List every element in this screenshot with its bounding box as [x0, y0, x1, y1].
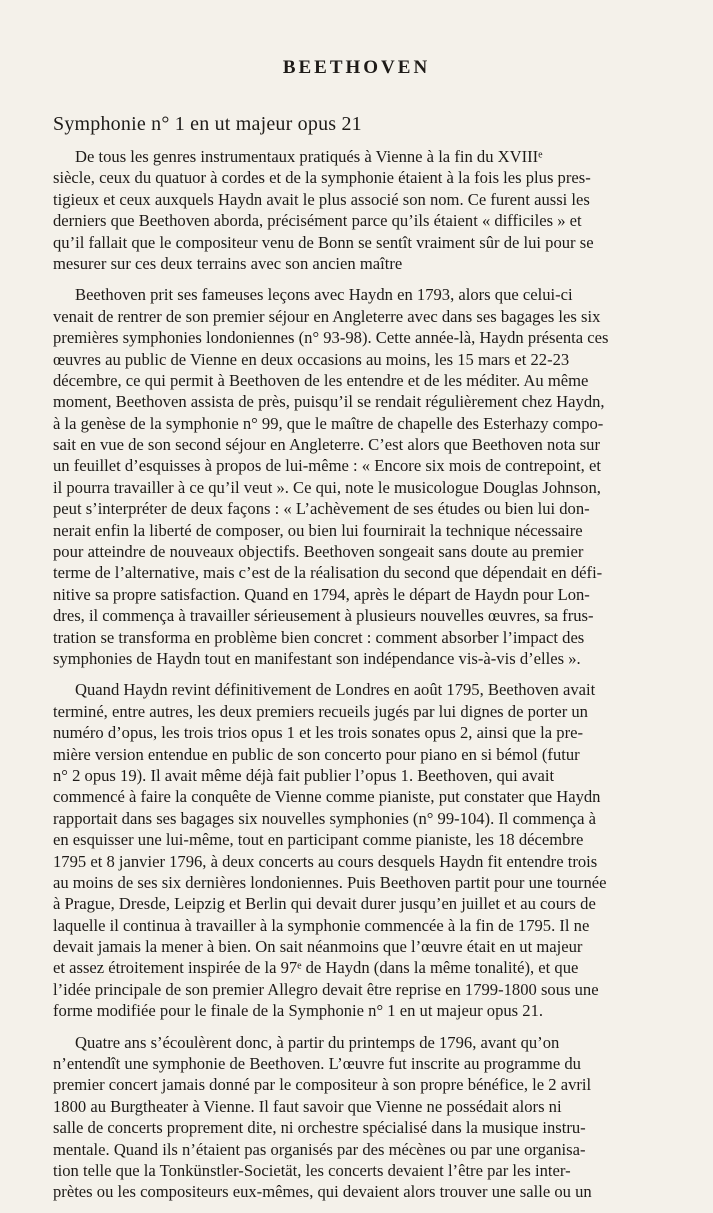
- text-line: tigieux et ceux auxquels Haydn avait le plus associé son nom. Ce furent aussi les: [53, 189, 590, 209]
- text-line: premier concert jamais donné par le compositeur à son propre bénéfice, le 2 avril: [53, 1075, 592, 1095]
- text-line: n° 2 opus 19). Il avait même déjà fait publier l’opus 1. Beethoven, qui avait: [53, 765, 555, 785]
- text-line: Quand Haydn revint définitivement de Londres en août 1795, Beethoven avait: [75, 680, 596, 700]
- text-line: Beethoven prit ses fameuses leçons avec Haydn en 1793, alors que celui-ci: [75, 285, 573, 305]
- text-line: décembre, ce qui permit à Beethoven de les entendre et de les méditer. Au même: [53, 370, 589, 390]
- text-line: prètes ou les compositeurs eux-mêmes, qui devaient alors trouver une salle ou un: [53, 1182, 592, 1202]
- text-line: il pourra travailler à ce qu’il veut ». Ce qui, note le musicologue Douglas Johnson,: [53, 477, 601, 497]
- text-line: nitive sa propre satisfaction. Quand en 1794, après le départ de Haydn pour Lon-: [53, 584, 590, 604]
- paragraph-3: [53, 679, 657, 1021]
- text-line: mentale. Quand ils n’étaient pas organisés par des mécènes ou par une organisa-: [53, 1139, 586, 1159]
- text-line: sait en vue de son second séjour en Angleterre. C’est alors que Beethoven nota sur: [53, 435, 600, 455]
- text-line: et assez étroitement inspirée de la 97ᵉ de Haydn (dans la même tonalité), et que: [53, 958, 579, 978]
- text-line: à Prague, Dresde, Leipzig et Berlin qui devait durer jusqu’en juillet et au cours de: [53, 894, 596, 914]
- text-line: rapportait dans ses bagages six nouvelles symphonies (n° 99-104). Il commença à: [53, 808, 597, 828]
- text-line: devait jamais la mener à bien. On sait néanmoins que l’œuvre était en ut majeur: [53, 937, 583, 957]
- paragraph-1: [53, 146, 657, 274]
- text-line: peut s’interpréter de deux façons : « L’achèvement de ses études ou bien lui don-: [53, 499, 590, 519]
- text-line: siècle, ceux du quatuor à cordes et de la symphonie étaient à la fois les plus pres-: [53, 168, 591, 188]
- article-body: [53, 146, 657, 1213]
- text-line: forme modifiée pour le finale de la Symphonie n° 1 en ut majeur opus 21.: [53, 1001, 544, 1021]
- text-line: venait de rentrer de son premier séjour en Angleterre avec dans ses bagages les six: [53, 306, 601, 326]
- text-line: terme de l’alternative, mais c’est de la réalisation du second que dépendait en défi-: [53, 563, 603, 583]
- text-line: numéro d’opus, les trois trios opus 1 et les trois sonates opus 2, ainsi que la pre-: [53, 723, 584, 743]
- text-line: tion telle que la Tonkünstler-Societät, les concerts devaient l’être par les inter-: [53, 1160, 571, 1180]
- text-line: mière version entendue en public de son concerto pour piano en si bémol (futur: [53, 744, 580, 764]
- text-line: n’entendît une symphonie de Beethoven. L’œuvre fut inscrite au programme du: [53, 1054, 581, 1074]
- paragraph-4: [53, 1032, 657, 1203]
- text-line: l’idée principale de son premier Allegro devait être reprise en 1799-1800 sous une: [53, 979, 599, 999]
- text-line: à la genèse de la symphonie n° 99, que le maître de chapelle des Esterhazy compo-: [53, 413, 604, 433]
- text-line: De tous les genres instrumentaux pratiqués à Vienne à la fin du XVIIIᵉ: [75, 147, 543, 166]
- text-line: un feuillet d’esquisses à propos de lui-même : « Encore six mois de contrepoint, et: [53, 456, 601, 476]
- text-line: laquelle il continua à travailler à la symphonie commencée à la fin de 1795. Il ne: [53, 915, 590, 935]
- text-line: 1795 et 8 janvier 1796, à deux concerts au cours desquels Haydn fit entendre trois: [53, 851, 598, 871]
- paragraph-2: [53, 284, 657, 669]
- text-line: en esquisser une lui-même, tout en participant comme pianiste, les 18 décembre: [53, 830, 584, 850]
- text-line: moment, Beethoven assista de près, puisqu’il se rendait régulièrement chez Haydn,: [53, 392, 605, 412]
- text-line: premières symphonies londoniennes (n° 93-98). Cette année-là, Haydn présenta ces: [53, 328, 609, 348]
- text-line: au moins de ses six dernières londoniennes. Puis Beethoven partit pour une tournée: [53, 872, 607, 892]
- text-line: 1800 au Burgtheater à Vienne. Il faut savoir que Vienne ne possédait alors ni: [53, 1096, 562, 1116]
- text-line: œuvres au public de Vienne en deux occasions au moins, les 15 mars et 22-23: [53, 349, 570, 369]
- text-line: symphonies de Haydn tout en manifestant son indépendance vis-à-vis d’elles ».: [53, 648, 581, 668]
- text-line: dres, il commença à travailler sérieusement à plusieurs nouvelles œuvres, sa frus-: [53, 606, 594, 626]
- text-line: commencé à faire la conquête de Vienne comme pianiste, put constater que Haydn: [53, 787, 601, 807]
- text-line: mesurer sur ces deux terrains avec son ancien maître: [53, 253, 403, 273]
- text-line: Quatre ans s’écoulèrent donc, à partir du printemps de 1796, avant qu’on: [75, 1032, 560, 1052]
- text-line: nerait enfin la liberté de composer, ou bien lui fournirait la technique nécessaire: [53, 520, 583, 540]
- text-line: derniers que Beethoven aborda, précisément parce qu’ils étaient « difficiles » et: [53, 211, 582, 231]
- text-line: tration se transforma en problème bien concret : comment absorber l’impact des: [53, 627, 585, 647]
- text-line: salle de concerts proprement dite, ni orchestre spécialisé dans la musique instru-: [53, 1118, 586, 1138]
- section-heading: Symphonie n° 1 en ut majeur opus 21: [53, 113, 362, 135]
- text-line: terminé, entre autres, les deux premiers recueils jugés par lui dignes de porter un: [53, 701, 588, 721]
- text-line: pour atteindre de nouveaux objectifs. Beethoven songeait sans doute au premier: [53, 542, 584, 562]
- text-line: qu’il fallait que le compositeur venu de Bonn se sentît vraiment sûr de lui pour se: [53, 232, 594, 252]
- page-title: BEETHOVEN: [282, 57, 431, 78]
